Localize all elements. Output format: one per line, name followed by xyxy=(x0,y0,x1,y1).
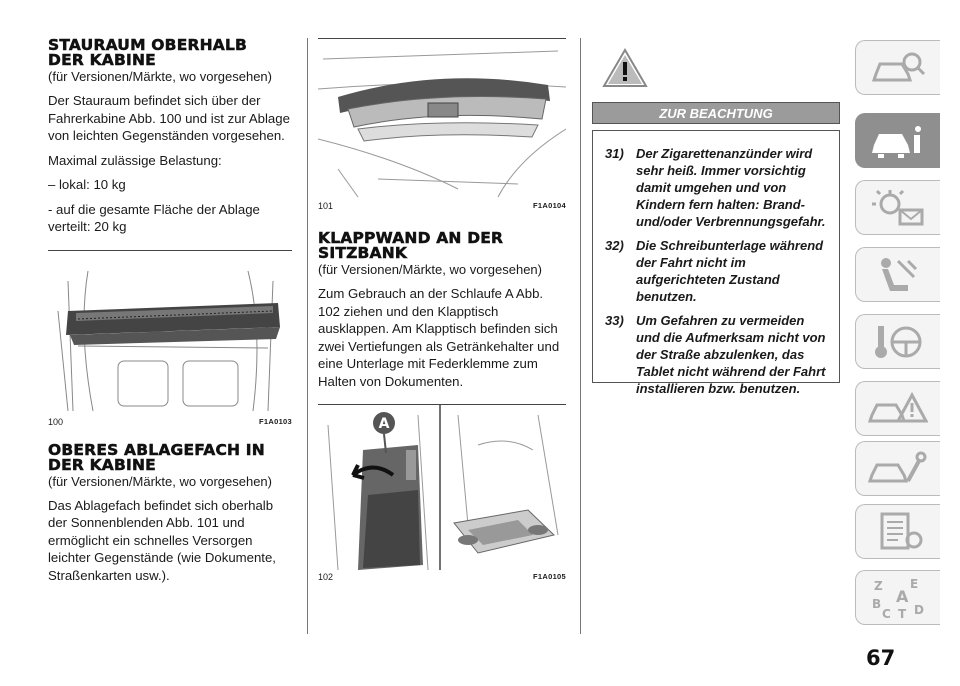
figure-code: F1A0103 xyxy=(259,416,292,426)
section-subtitle: (für Versionen/Märkte, wo vorgesehen) xyxy=(48,473,272,489)
warning-triangle-icon xyxy=(602,48,648,93)
overhead-shelf-illustration xyxy=(318,39,566,199)
warning-item: 31) Der Zigarettenanzünder wird sehr heiß. Immer vorsichtig damit umgehen und von Kindern fern halten: Brand- und/oder Verbrennungsgefahr. xyxy=(605,146,826,229)
airbag-seat-icon xyxy=(868,255,928,295)
section-title-klappwand: KLAPPWAND AN DER SITZBANK xyxy=(318,229,504,262)
section-subtitle: (für Versionen/Märkte, wo vorgesehen) xyxy=(318,262,542,277)
steering-key-icon xyxy=(868,322,928,362)
svg-text:C: C xyxy=(882,606,891,620)
figure-code: F1A0105 xyxy=(533,572,566,581)
section-title-stauraum: STAURAUM OBERHALB DER KABINE xyxy=(48,36,248,69)
car-info-icon xyxy=(868,121,928,161)
paragraph: Der Stauraum befindet sich über der Fahrerkabine Abb. 100 und ist zur Ablage von leichten Gegenständen vorgesehen. xyxy=(48,93,290,143)
sidebar-tab-car-search[interactable] xyxy=(855,40,940,95)
sidebar-tab-specs-list[interactable] xyxy=(855,504,940,559)
figure-number: 102 xyxy=(318,572,334,582)
page-number: 67 xyxy=(866,646,896,670)
figure-code: F1A0104 xyxy=(533,201,566,210)
figure-number: 100 xyxy=(48,416,64,427)
sidebar-tab-alphabet-index[interactable] xyxy=(855,570,940,625)
sidebar-tab-car-info[interactable] xyxy=(855,113,940,168)
column-divider-2 xyxy=(580,38,581,634)
warning-item: 32) Die Schreibunterlage während der Fahrt nicht im aufgerichteten Zustand benutzen. xyxy=(605,238,824,304)
svg-text:T: T xyxy=(898,606,907,620)
paragraph: Das Ablagefach befindet sich oberhalb der Sonnenblenden Abb. 101 und ermöglicht ein schnelles Versorgen leichter Gegenstände (wie Dokumente, Straßenkarten usw.). xyxy=(48,497,276,583)
warning-box xyxy=(592,130,840,396)
column-2 xyxy=(318,38,566,582)
paragraph: – lokal: 10 kg xyxy=(48,177,126,192)
section-title-ablagefach: OBERES ABLAGEFACH IN DER KABINE xyxy=(48,440,265,474)
car-warning-icon xyxy=(868,389,928,429)
svg-text:E: E xyxy=(910,576,919,591)
svg-text:B: B xyxy=(872,596,882,611)
paragraph: Zum Gebrauch an der Schlaufe A Abb. 102 ziehen und den Klapptisch ausklappen. Am Klapptisch befinden sich zwei Vertiefungen als Getränkehalter und eine Unterlage mit Federklemme zum Halten von Dokumenten. xyxy=(318,286,560,389)
sidebar-tab-airbag-seat[interactable] xyxy=(855,247,940,302)
svg-text:Z: Z xyxy=(874,578,883,593)
figure-101 xyxy=(318,38,566,211)
cabin-storage-illustration xyxy=(48,251,292,415)
callout-label-a: A xyxy=(378,416,390,432)
car-search-icon xyxy=(868,48,928,88)
column-divider-1 xyxy=(307,38,308,634)
alphabet-index-icon xyxy=(868,576,928,620)
paragraph: - auf die gesamte Fläche der Ablage verteilt: 20 kg xyxy=(48,201,260,234)
section-subtitle: (für Versionen/Märkte, wo vorgesehen) xyxy=(48,69,272,84)
folding-table-illustration xyxy=(318,405,566,570)
figure-102 xyxy=(318,404,566,582)
paragraph: Maximal zulässige Belastung: xyxy=(48,152,222,168)
sidebar-tab-lights-message[interactable] xyxy=(855,180,940,235)
warning-item: 33) Um Gefahren zu vermeiden und die Aufmerksam nicht von der Straße abzulenken, das Tablet nicht während der Fahrt installieren bzw. benutzen. xyxy=(605,313,826,396)
figure-number: 101 xyxy=(318,201,334,211)
sidebar-tab-car-warning[interactable] xyxy=(855,381,940,436)
lights-message-icon xyxy=(868,188,928,228)
figure-100 xyxy=(48,250,292,427)
svg-text:D: D xyxy=(914,602,924,617)
sidebar-tab-steering-key[interactable] xyxy=(855,314,940,369)
svg-text:A: A xyxy=(896,586,909,606)
warning-header: ZUR BEACHTUNG xyxy=(592,102,840,124)
column-1 xyxy=(48,38,292,591)
specs-list-icon xyxy=(868,512,928,552)
sidebar-tab-car-wrench[interactable] xyxy=(855,441,940,496)
car-wrench-icon xyxy=(868,449,928,489)
